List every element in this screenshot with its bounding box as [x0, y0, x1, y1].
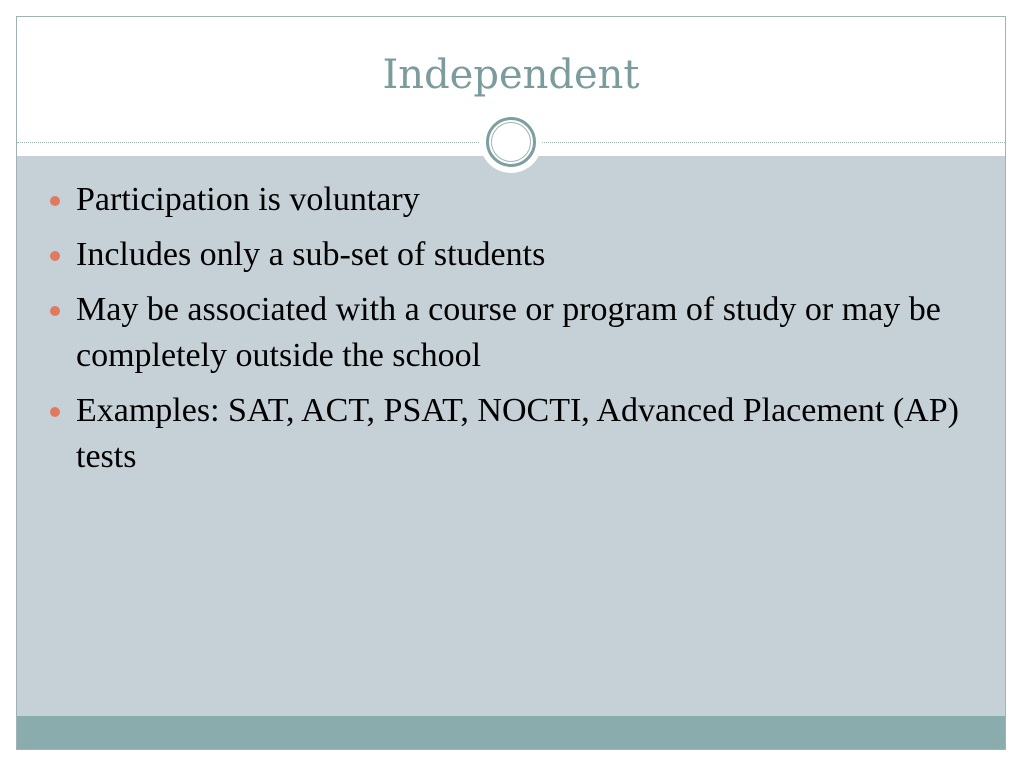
bottom-band: [17, 716, 1005, 750]
bullet-dot-icon: [50, 196, 60, 206]
bullet-item: [47, 177, 987, 223]
bullet-dot-icon: [50, 407, 60, 417]
ornament-inner-circle: [491, 122, 531, 162]
bullet-item: [47, 287, 987, 379]
bullet-dot-icon: [50, 306, 60, 316]
bullet-text: May be associated with a course or program of study or may be completely outside the school: [76, 291, 941, 374]
bullet-text: Includes only a sub-set of students: [76, 236, 546, 273]
bullet-dot-icon: [50, 251, 60, 261]
bullet-item: [47, 388, 987, 480]
bullet-item: [47, 232, 987, 278]
slide-title: Independent: [382, 52, 640, 98]
bullet-text: Examples: SAT, ACT, PSAT, NOCTI, Advanced Placement (AP) tests: [76, 392, 959, 475]
bullet-text: Participation is voluntary: [76, 181, 420, 218]
slide: [16, 16, 1006, 750]
bullet-list: [47, 177, 987, 489]
